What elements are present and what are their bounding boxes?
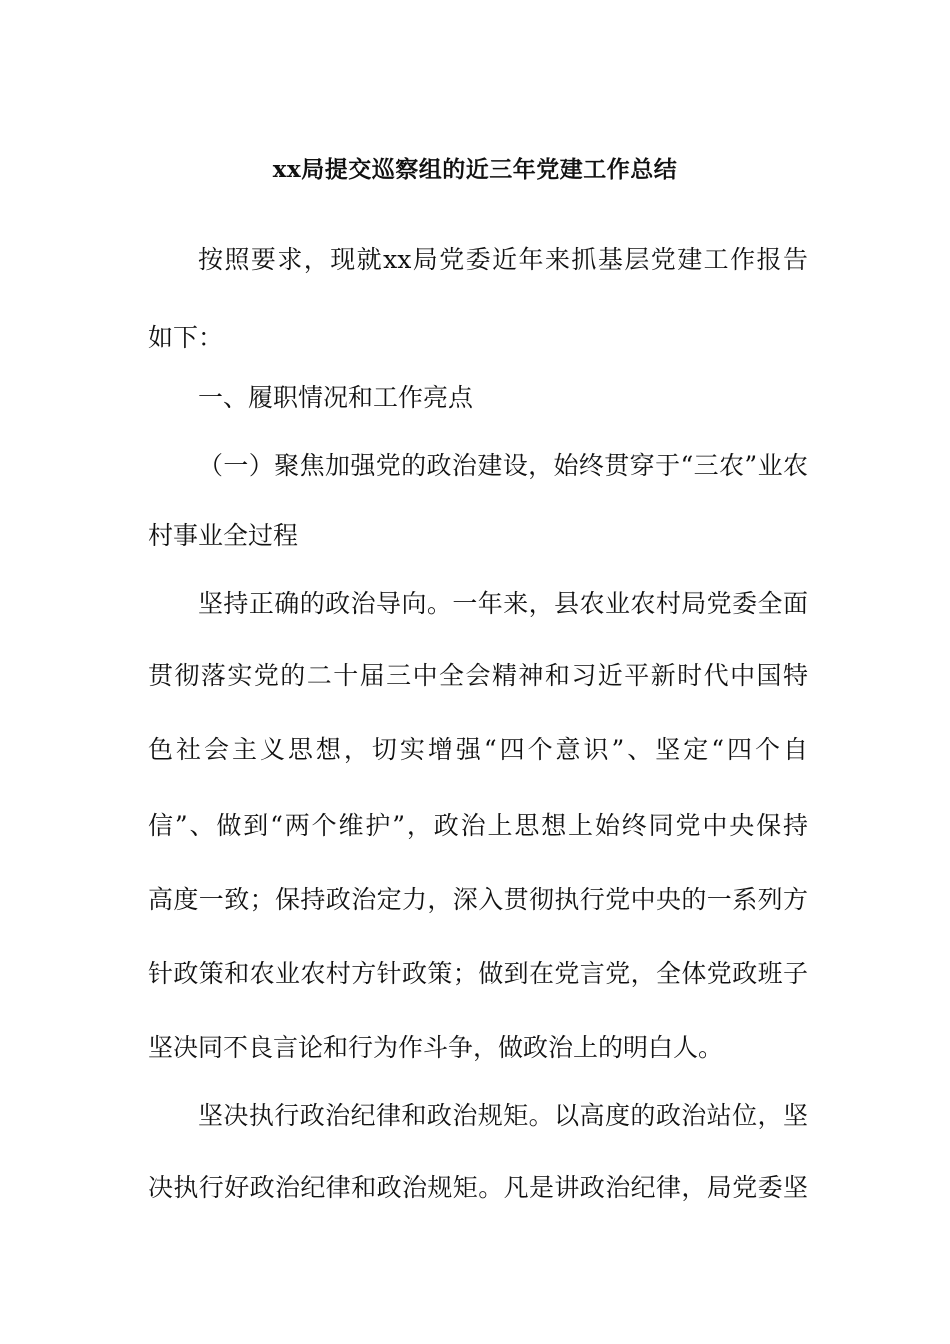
paragraph-discipline-line-1: 坚决执行政治纪律和政治规矩。以高度的政治站位，坚 — [198, 1101, 808, 1130]
section-heading-1: 一、履职情况和工作亮点 — [198, 383, 474, 412]
paragraph-discipline-line-2: 决执行好政治纪律和政治规矩。凡是讲政治纪律，局党委坚 — [148, 1173, 808, 1202]
paragraph-political-line-5: 高度一致；保持政治定力，深入贯彻执行党中央的一系列方 — [148, 885, 808, 914]
subsection-heading-1-line-2: 村事业全过程 — [148, 521, 299, 550]
subsection-heading-1-line-1: （一）聚焦加强党的政治建设，始终贯穿于“三农”业农 — [198, 451, 808, 480]
paragraph-political-line-2: 贯彻落实党的二十届三中全会精神和习近平新时代中国特 — [148, 661, 808, 690]
paragraph-political-line-6: 针政策和农业农村方针政策；做到在党言党，全体党政班子 — [148, 959, 808, 988]
paragraph-political-line-7: 坚决同不良言论和行为作斗争，做政治上的明白人。 — [148, 1033, 724, 1062]
paragraph-political-line-1: 坚持正确的政治导向。一年来，县农业农村局党委全面 — [198, 589, 808, 618]
paragraph-political-line-4: 信”、做到“两个维护”，政治上思想上始终同党中央保持 — [148, 811, 808, 840]
document-title: xx局提交巡察组的近三年党建工作总结 — [272, 156, 678, 183]
paragraph-intro-line-2: 如下： — [148, 323, 224, 352]
paragraph-political-line-3: 色社会主义思想，切实增强“四个意识”、坚定“四个自 — [148, 735, 808, 764]
paragraph-intro-line-1: 按照要求，现就xx局党委近年来抓基层党建工作报告 — [198, 245, 808, 274]
